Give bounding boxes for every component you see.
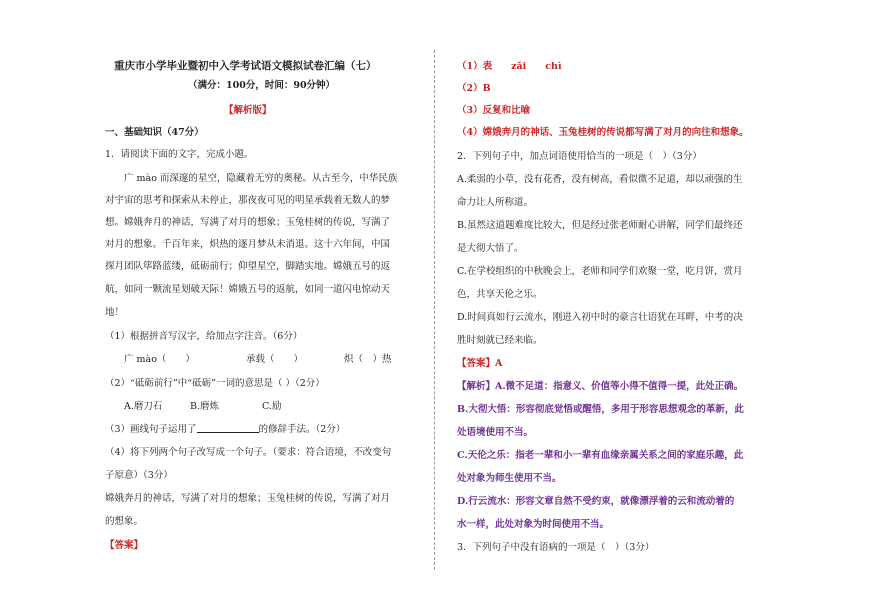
question-3-stem: 3．下列句子中没有语病的一项是（ ）（3分） [457, 542, 655, 553]
passage-line: 广 mào 而深邃的星空，隐藏着无穷的奥秘。从古至今，中华民族 [124, 173, 398, 184]
rewrite-source: 嫦娥奔月的神话，写满了对月的想象；玉兔桂树的传说，写满了对月 [105, 493, 391, 504]
sub-question-4: 子原意）（3分） [105, 470, 173, 481]
exam-subtitle: （满分：100分，时间：90分钟） [188, 80, 336, 91]
analysis-line: D.行云流水：形容文章自然不受约束，就像漂浮着的云和流动着的 [457, 496, 735, 507]
passage-line: 地！ [105, 307, 125, 318]
passage-line: 对月的想象。千百年来，炽热的逐月梦从未消退。这十六年间，中国 [105, 239, 391, 250]
column-divider [434, 50, 435, 570]
answer-line: 【答案】A [457, 358, 503, 369]
analysis-line: 【解析】A.微不足道：指意义、价值等小得不值得一提，此处正确。 [457, 381, 744, 392]
option-line: B.虽然这道题难度比较大，但是经过张老师耐心讲解，同学们最终还 [457, 220, 743, 231]
version-tag: 【解析版】 [224, 105, 272, 116]
pinyin-item: 承载（ ） [246, 354, 304, 365]
answer-blank [197, 423, 259, 433]
passage-line: 对宇宙的思考和探索从未停止，那夜夜可见的明星承载着无数人的梦 [105, 195, 391, 206]
sub-question-3 [105, 423, 345, 436]
passage-line: 探月团队筚路蓝缕，砥砺前行；仰望星空，脚踏实地。嫦娥五号的返 [105, 261, 391, 272]
sub-question-3-text: （3）画线句子运用了 [105, 424, 197, 435]
answer-line: （3）反复和比喻 [457, 105, 531, 116]
analysis-line: 处对象为师生使用不当。 [457, 473, 562, 484]
option-line: 是大彻大悟了。 [457, 243, 524, 254]
option-line: 命力让人所称道。 [457, 197, 534, 208]
answer-tag: 【答案】 [105, 540, 144, 551]
option-line: C.在学校组织的中秋晚会上，老师和同学们欢聚一堂，吃月饼，赏月 [457, 266, 743, 277]
answer-line: （4）嫦娥奔月的神话、玉兔桂树的传说都写满了对月的向往和想象。 [457, 127, 749, 138]
sub-question-1: （1）根据拼音写汉字，给加点字注音。（6分） [105, 331, 303, 342]
option-line: D.时间真如行云流水，刚进入初中时的豪言壮语犹在耳畔，中考的决 [457, 312, 743, 323]
analysis-line: C.天伦之乐：指老一辈和小一辈有血缘亲属关系之间的家庭乐趣，此 [457, 450, 744, 461]
option-b: B.磨炼 [190, 401, 220, 412]
passage-line: 航，如同一颗流星划破天际！嫦娥五号的返航，如同一道闪电惊动天 [105, 284, 391, 295]
pinyin-item: 广 mào（ ） [124, 354, 195, 365]
option-a: A.磨刀石 [124, 401, 163, 412]
sub-question-4: （4）将下列两个句子改写成一个句子。（要求：符合语境，不改变句 [105, 447, 392, 458]
question-1-stem: 1．请阅读下面的文字，完成小题。 [105, 149, 254, 160]
pinyin-item: 炽（ ）热 [344, 354, 392, 365]
sub-question-2: （2）“砥砺前行”中“砥砺”一词的意思是（ ）（2分） [105, 378, 325, 389]
option-line: 胜时刻就已经来临。 [457, 335, 543, 346]
answer-line: （1）表 zǎi chì [457, 61, 562, 72]
option-c: C.励 [262, 401, 282, 412]
answer-line: （2）B [457, 83, 491, 94]
passage-line: 想。嫦娥奔月的神话，写满了对月的想象；玉兔桂树的传说，写满了 [105, 217, 391, 228]
analysis-line: B.大彻大悟：形容彻底觉悟或醒悟，多用于形容思想观念的革新，此 [457, 404, 744, 415]
analysis-line: 处语境使用不当。 [457, 427, 534, 438]
exam-title: 重庆市小学毕业暨初中入学考试语文模拟试卷汇编（七） [114, 60, 377, 72]
section-heading: 一、基础知识（47分） [105, 127, 204, 138]
question-2-stem: 2．下列句子中，加点词语使用恰当的一项是（ ）（3分） [457, 151, 702, 162]
sub-question-3-text: 的修辞手法。（2分） [258, 424, 346, 435]
option-line: A.柔弱的小草，没有花香，没有树高，看似微不足道，却以顽强的生 [457, 174, 743, 185]
rewrite-source: 的想象。 [105, 516, 144, 527]
analysis-line: 水一样，此处对象为时间使用不当。 [457, 519, 610, 530]
option-line: 色，共享天伦之乐。 [457, 289, 543, 300]
